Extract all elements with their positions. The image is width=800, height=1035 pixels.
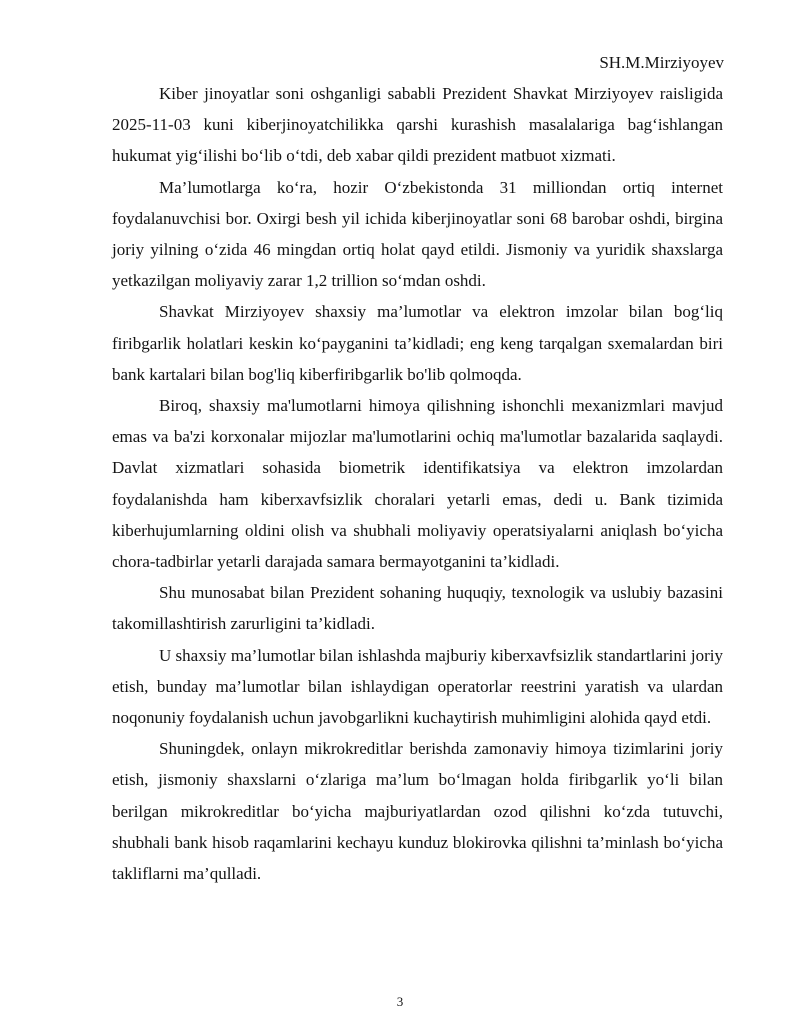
paragraph-1: Kiber jinoyatlar soni oshganligi sababli Prezident Shavkat Mirziyoyev raisligida 2025-11-03 kuni kiberjinoyatchilikka qarshi kurashish masalalariga bag‘ishlangan hukumat yig‘ilishi bo‘lib o‘tdi, deb xabar qildi prezident matbuot xizmati. <box>112 84 723 166</box>
paragraph-5: Shu munosabat bilan Prezident sohaning huquqiy, texnologik va uslubiy bazasini takomillashtirish zarurligini ta’kidladi. <box>112 583 723 634</box>
paragraph-7: Shuningdek, onlayn mikrokreditlar berishda zamonaviy himoya tizimlarini joriy etish, jismoniy shaxslarni o‘zlariga ma’lum bo‘lmagan holda firibgarlik yo‘li bilan berilgan mikrokreditlar bo‘yicha majburiyatlardan ozod qilishni ko‘zda tutuvchi, shubhali bank hisob raqamlarini kechayu kunduz blokirovka qilishni ta’minlash bo‘yicha takliflarni ma’qulladi. <box>112 739 723 884</box>
paragraph-4: Biroq, shaxsiy ma'lumotlarni himoya qilishning ishonchli mexanizmlari mavjud emas va ba'zi korxonalar mijozlar ma'lumotlarini ochiq ma'lumotlar bazalarida saqlaydi. Davlat xizmatlari sohasida biometrik identifikatsiya va elektron imzolardan foydalanishda ham kiberxavfsizlik choralari yetarli emas, dedi u. Bank tizimida kiberhujumlarning oldini olish va shubhali moliyaviy operatsiyalarni aniqlash bo‘yicha chora-tadbirlar yetarli darajada samara bermayotganini ta’kidladi. <box>112 396 723 572</box>
document-body <box>112 78 723 889</box>
header-author: SH.M.Mirziyoyev <box>599 53 724 72</box>
page-number: 3 <box>396 994 404 1009</box>
paragraph-6: U shaxsiy ma’lumotlar bilan ishlashda majburiy kiberxavfsizlik standartlarini joriy etish, bunday ma’lumotlar bilan ishlaydigan operatorlar reestrini yaratish va ulardan noqonuniy foydalanish uchun javobgarlikni kuchaytirish muhimligini alohida qayd etdi. <box>112 645 723 728</box>
paragraph-2: Ma’lumotlarga ko‘ra, hozir O‘zbekistonda 31 milliondan ortiq internet foydalanuvchisi bor. Oxirgi besh yil ichida kiberjinoyatlar soni 68 barobar oshdi, birgina joriy yilning o‘zida 46 mingdan ortiq holat qayd etildi. Jismoniy va yuridik shaxslarga yetkazilgan moliyaviy zarar 1,2 trillion so‘mdan oshdi. <box>112 177 723 291</box>
paragraph-3: Shavkat Mirziyoyev shaxsiy ma’lumotlar va elektron imzolar bilan bog‘liq firibgarlik holatlari keskin ko‘payganini ta’kidladi; eng keng tarqalgan sxemalardan biri bank kartalari bilan bog'liq kiberfiribgarlik bo'lib qolmoqda. <box>112 302 723 384</box>
